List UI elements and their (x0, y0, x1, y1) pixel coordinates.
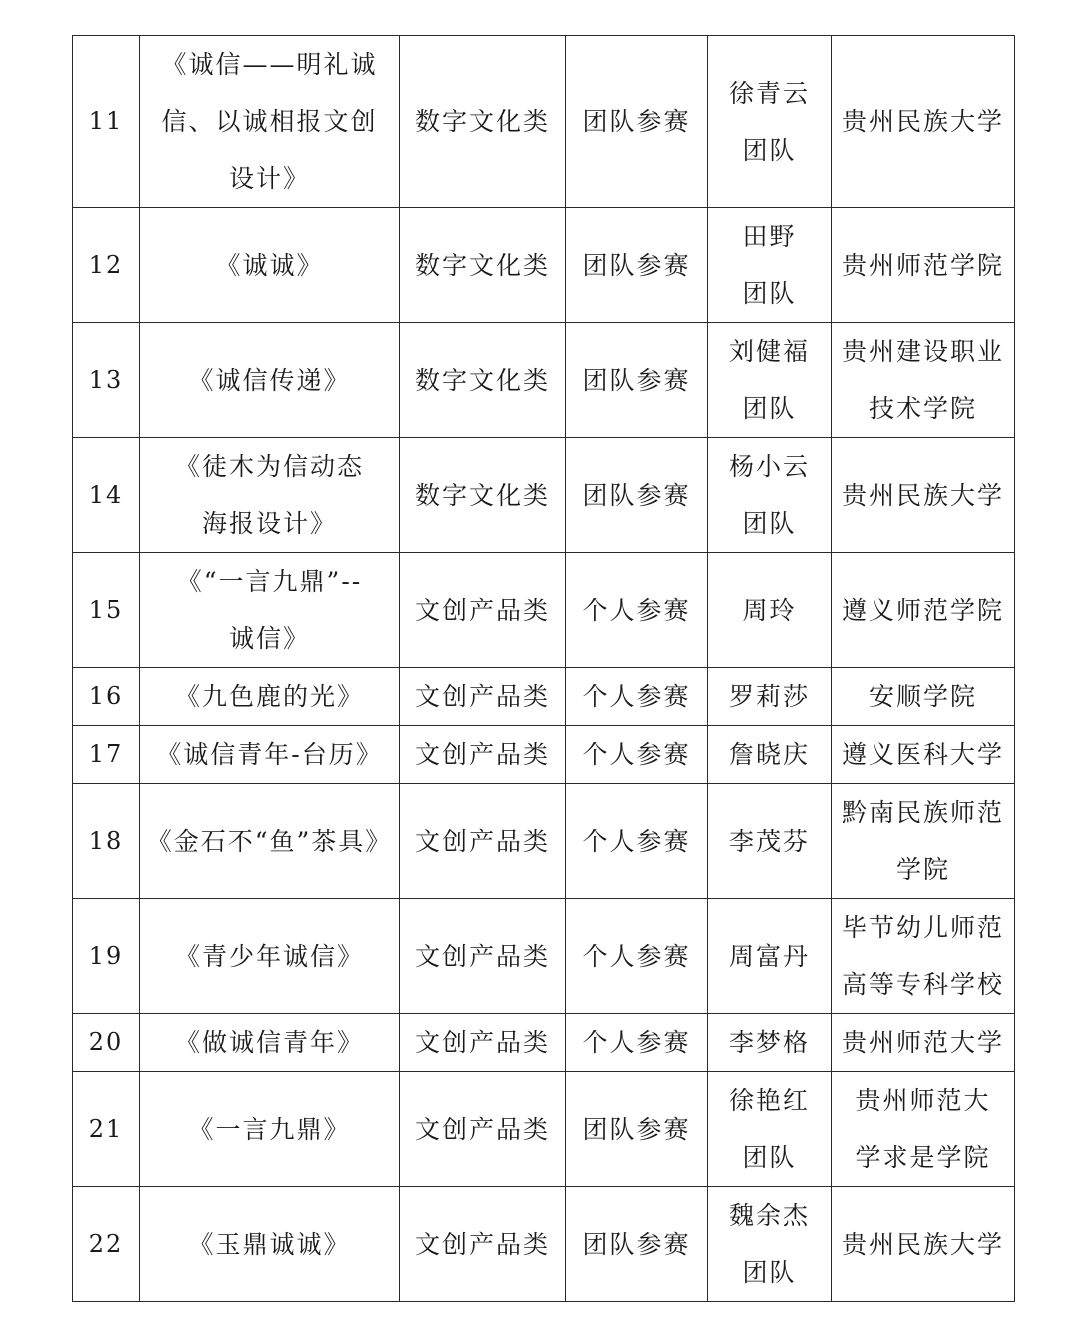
row-number: 18 (73, 784, 140, 899)
row-number: 12 (73, 208, 140, 323)
table-row (73, 36, 1015, 208)
author: 徐青云团队 (708, 36, 832, 208)
row-number: 21 (73, 1072, 140, 1187)
school: 遵义医科大学 (832, 726, 1015, 784)
work-title: 《做诚信青年》 (140, 1014, 400, 1072)
entry-type: 团队参赛 (566, 1072, 708, 1187)
author: 周富丹 (708, 899, 832, 1014)
work-title: 《一言九鼎》 (140, 1072, 400, 1187)
work-category: 文创产品类 (400, 1014, 566, 1072)
school: 毕节幼儿师范高等专科学校 (832, 899, 1015, 1014)
entry-type: 团队参赛 (566, 36, 708, 208)
row-number: 11 (73, 36, 140, 208)
school: 贵州师范大学求是学院 (832, 1072, 1015, 1187)
author: 刘健福团队 (708, 323, 832, 438)
entry-type: 个人参赛 (566, 726, 708, 784)
work-title: 《诚诚》 (140, 208, 400, 323)
entry-type: 个人参赛 (566, 784, 708, 899)
work-title: 《“一言九鼎”--诚信》 (140, 553, 400, 668)
work-category: 文创产品类 (400, 553, 566, 668)
table-row (73, 784, 1015, 899)
work-title: 《徒木为信动态海报设计》 (140, 438, 400, 553)
entry-type: 个人参赛 (566, 668, 708, 726)
entry-type: 个人参赛 (566, 899, 708, 1014)
row-number: 19 (73, 899, 140, 1014)
school: 遵义师范学院 (832, 553, 1015, 668)
work-category: 数字文化类 (400, 323, 566, 438)
work-title: 《玉鼎诚诚》 (140, 1187, 400, 1302)
work-category: 文创产品类 (400, 1072, 566, 1187)
work-title: 《金石不“鱼”茶具》 (140, 784, 400, 899)
entry-type: 团队参赛 (566, 323, 708, 438)
school: 黔南民族师范学院 (832, 784, 1015, 899)
row-number: 17 (73, 726, 140, 784)
work-category: 文创产品类 (400, 1187, 566, 1302)
school: 安顺学院 (832, 668, 1015, 726)
entry-type: 个人参赛 (566, 553, 708, 668)
table-row (73, 323, 1015, 438)
work-title: 《青少年诚信》 (140, 899, 400, 1014)
author: 詹晓庆 (708, 726, 832, 784)
row-number: 22 (73, 1187, 140, 1302)
work-category: 文创产品类 (400, 899, 566, 1014)
work-category: 文创产品类 (400, 668, 566, 726)
table-row (73, 726, 1015, 784)
author: 徐艳红团队 (708, 1072, 832, 1187)
table-row (73, 1187, 1015, 1302)
work-category: 数字文化类 (400, 36, 566, 208)
table-row (73, 438, 1015, 553)
school: 贵州民族大学 (832, 438, 1015, 553)
row-number: 16 (73, 668, 140, 726)
work-title: 《诚信传递》 (140, 323, 400, 438)
work-category: 文创产品类 (400, 726, 566, 784)
work-category: 数字文化类 (400, 208, 566, 323)
author: 李梦格 (708, 1014, 832, 1072)
school: 贵州民族大学 (832, 1187, 1015, 1302)
author: 李茂芬 (708, 784, 832, 899)
entry-type: 团队参赛 (566, 1187, 708, 1302)
school: 贵州师范学院 (832, 208, 1015, 323)
author: 周玲 (708, 553, 832, 668)
table-row (73, 208, 1015, 323)
row-number: 14 (73, 438, 140, 553)
table-row (73, 668, 1015, 726)
school: 贵州民族大学 (832, 36, 1015, 208)
work-title: 《九色鹿的光》 (140, 668, 400, 726)
row-number: 13 (73, 323, 140, 438)
work-title: 《诚信青年-台历》 (140, 726, 400, 784)
awards-table (72, 35, 1015, 1302)
row-number: 20 (73, 1014, 140, 1072)
author: 魏余杰团队 (708, 1187, 832, 1302)
table-row (73, 553, 1015, 668)
school: 贵州师范大学 (832, 1014, 1015, 1072)
work-title: 《诚信——明礼诚信、以诚相报文创设计》 (140, 36, 400, 208)
author: 田野团队 (708, 208, 832, 323)
school: 贵州建设职业技术学院 (832, 323, 1015, 438)
work-category: 数字文化类 (400, 438, 566, 553)
table-row (73, 899, 1015, 1014)
row-number: 15 (73, 553, 140, 668)
table-row (73, 1014, 1015, 1072)
author: 罗莉莎 (708, 668, 832, 726)
author: 杨小云团队 (708, 438, 832, 553)
entry-type: 个人参赛 (566, 1014, 708, 1072)
entry-type: 团队参赛 (566, 438, 708, 553)
work-category: 文创产品类 (400, 784, 566, 899)
entry-type: 团队参赛 (566, 208, 708, 323)
table-row (73, 1072, 1015, 1187)
